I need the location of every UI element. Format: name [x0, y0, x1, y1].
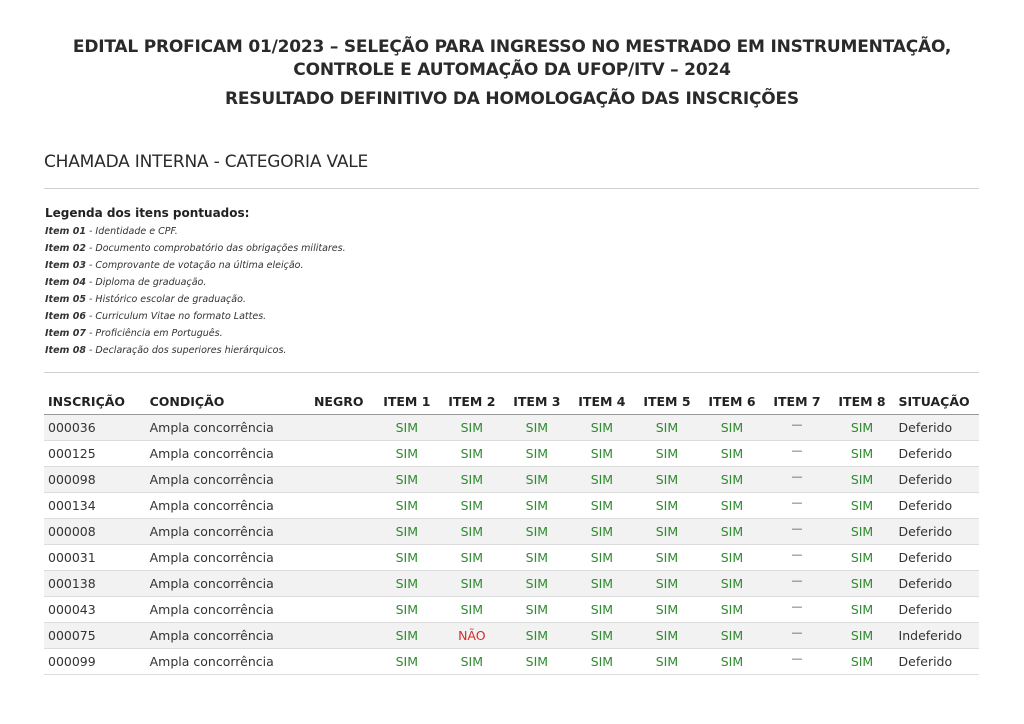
cell-item-value: SIM [720, 446, 744, 461]
cell-item [634, 597, 699, 623]
cell-item-value: SIM [590, 524, 614, 539]
cell-item [504, 649, 569, 675]
cell-item [764, 519, 829, 545]
cell-item [699, 597, 764, 623]
legend-item-text: - Declaração dos superiores hierárquicos. [85, 345, 287, 356]
cell-condicao: Ampla concorrência [146, 467, 304, 493]
cell-negro [303, 519, 374, 545]
cell-negro [303, 441, 374, 467]
legend-item-text: - Comprovante de votação na última eleição. [85, 260, 304, 271]
cell-item-value: SIM [590, 576, 614, 591]
table-row [44, 441, 979, 467]
column-header: NEGRO [303, 388, 374, 415]
document-subtitle: RESULTADO DEFINITIVO DA HOMOLOGAÇÃO DAS INSCRIÇÕES [225, 89, 799, 109]
cell-item-value: SIM [850, 498, 874, 513]
cell-item-value: SIM [395, 524, 418, 539]
cell-item [439, 623, 504, 649]
column-header: ITEM 1 [374, 388, 439, 415]
cell-item-value: SIM [590, 420, 614, 435]
cell-item [634, 545, 699, 571]
cell-item-dash: — [791, 418, 803, 431]
cell-item [374, 415, 439, 441]
cell-item-value: SIM [655, 524, 679, 539]
cell-item-value: SIM [655, 602, 679, 617]
cell-condicao: Ampla concorrência [146, 545, 304, 571]
cell-item [634, 571, 699, 597]
cell-item [439, 467, 504, 493]
cell-item [634, 519, 699, 545]
cell-inscricao: 000099 [44, 649, 146, 675]
cell-item-value: SIM [590, 472, 614, 487]
legend-item-key: Item 01 [45, 226, 86, 237]
cell-item-value: SIM [395, 654, 418, 669]
cell-negro [303, 649, 374, 675]
cell-item-value: SIM [655, 446, 679, 461]
cell-item-value: SIM [720, 550, 744, 565]
legend-title: Legenda dos itens pontuados: [45, 206, 250, 220]
cell-item-value: SIM [655, 550, 679, 565]
table-header-row [44, 388, 979, 415]
cell-item [569, 545, 634, 571]
cell-item [764, 597, 829, 623]
cell-item [830, 493, 895, 519]
table-row [44, 623, 979, 649]
cell-item [374, 571, 439, 597]
cell-item-value: SIM [525, 576, 549, 591]
cell-item-dash: — [791, 652, 803, 665]
cell-item [504, 597, 569, 623]
cell-item-value: SIM [460, 576, 484, 591]
cell-condicao: Ampla concorrência [146, 441, 304, 467]
cell-item [699, 545, 764, 571]
cell-item-dash: — [791, 470, 803, 483]
cell-item-value: SIM [850, 420, 874, 435]
column-header: ITEM 7 [764, 388, 829, 415]
cell-inscricao: 000098 [44, 467, 146, 493]
cell-item [569, 597, 634, 623]
cell-item [569, 415, 634, 441]
cell-item-dash: — [791, 626, 803, 639]
cell-item [634, 441, 699, 467]
cell-item [439, 571, 504, 597]
column-header: INSCRIÇÃO [44, 388, 146, 415]
cell-item [764, 493, 829, 519]
cell-item-value: SIM [655, 420, 679, 435]
cell-item-value: SIM [720, 420, 744, 435]
legend-item-text: - Curriculum Vitae no formato Lattes. [85, 311, 267, 322]
cell-condicao: Ampla concorrência [146, 597, 304, 623]
cell-item [764, 467, 829, 493]
table-body [44, 415, 979, 675]
legend-item-text: - Diploma de graduação. [85, 277, 207, 288]
table-row [44, 597, 979, 623]
table-row [44, 519, 979, 545]
cell-item [569, 649, 634, 675]
column-header: SITUAÇÃO [895, 388, 979, 415]
cell-item-value: SIM [655, 576, 679, 591]
cell-item-dash: — [791, 522, 803, 535]
cell-item-value: SIM [525, 420, 549, 435]
cell-negro [303, 623, 374, 649]
divider [44, 372, 979, 373]
cell-item [830, 571, 895, 597]
results-table [44, 388, 979, 675]
cell-item [504, 467, 569, 493]
legend-item-key: Item 06 [45, 311, 86, 322]
cell-situacao: Deferido [895, 441, 979, 467]
cell-item-value: SIM [525, 654, 549, 669]
cell-negro [303, 545, 374, 571]
cell-item-value: SIM [525, 472, 549, 487]
legend-item-text: - Identidade e CPF. [85, 226, 178, 237]
cell-condicao: Ampla concorrência [146, 415, 304, 441]
cell-item [569, 441, 634, 467]
cell-item-value: SIM [395, 602, 418, 617]
legend-item-key: Item 07 [45, 328, 86, 339]
cell-item-value: SIM [720, 524, 744, 539]
legend-item-key: Item 05 [45, 294, 86, 305]
cell-item [504, 415, 569, 441]
cell-item [830, 415, 895, 441]
cell-item [569, 467, 634, 493]
cell-item-dash: — [791, 574, 803, 587]
cell-item-value: SIM [395, 420, 418, 435]
cell-item-value: SIM [590, 602, 614, 617]
cell-item-value: SIM [655, 628, 679, 643]
cell-situacao: Indeferido [895, 623, 979, 649]
cell-item-dash: — [791, 444, 803, 457]
cell-item-value: SIM [460, 654, 484, 669]
legend-item [45, 223, 346, 240]
cell-item-dash: — [791, 496, 803, 509]
cell-item [569, 493, 634, 519]
column-header: ITEM 2 [439, 388, 504, 415]
cell-item [374, 545, 439, 571]
legend-item [45, 291, 346, 308]
cell-item [374, 649, 439, 675]
legend-item [45, 274, 346, 291]
cell-item [634, 493, 699, 519]
cell-inscricao: 000138 [44, 571, 146, 597]
cell-inscricao: 000036 [44, 415, 146, 441]
cell-situacao: Deferido [895, 571, 979, 597]
cell-item-value: SIM [460, 550, 484, 565]
cell-item-value: SIM [590, 654, 614, 669]
cell-item-value: SIM [590, 628, 614, 643]
section-title: CHAMADA INTERNA - CATEGORIA VALE [44, 152, 369, 172]
column-header: ITEM 8 [830, 388, 895, 415]
cell-item-value: SIM [525, 524, 549, 539]
cell-condicao: Ampla concorrência [146, 623, 304, 649]
cell-item [439, 415, 504, 441]
cell-item-value: SIM [850, 524, 874, 539]
cell-item [504, 545, 569, 571]
cell-item [699, 623, 764, 649]
table-row [44, 415, 979, 441]
cell-item [830, 441, 895, 467]
title-line-2: CONTROLE E AUTOMAÇÃO DA UFOP/ITV – 2024 [293, 60, 731, 80]
cell-inscricao: 000031 [44, 545, 146, 571]
cell-inscricao: 000134 [44, 493, 146, 519]
cell-item-value: SIM [460, 420, 484, 435]
cell-item [569, 519, 634, 545]
legend-item [45, 257, 346, 274]
cell-item-value: SIM [395, 498, 418, 513]
cell-item [830, 545, 895, 571]
legend-item [45, 342, 346, 359]
divider [44, 188, 979, 189]
cell-item-value: NÃO [458, 628, 486, 643]
cell-item [439, 545, 504, 571]
cell-situacao: Deferido [895, 649, 979, 675]
cell-item-value: SIM [460, 602, 484, 617]
cell-item-value: SIM [655, 472, 679, 487]
table-row [44, 649, 979, 675]
cell-item-value: SIM [525, 602, 549, 617]
table-row [44, 467, 979, 493]
cell-item-value: SIM [395, 446, 418, 461]
cell-condicao: Ampla concorrência [146, 649, 304, 675]
cell-condicao: Ampla concorrência [146, 493, 304, 519]
cell-item [569, 571, 634, 597]
cell-item-value: SIM [395, 550, 418, 565]
cell-item [764, 441, 829, 467]
cell-item-value: SIM [850, 446, 874, 461]
legend-item-text: - Histórico escolar de graduação. [85, 294, 246, 305]
cell-item [830, 467, 895, 493]
cell-item-value: SIM [525, 446, 549, 461]
cell-item-value: SIM [720, 498, 744, 513]
column-header: ITEM 3 [504, 388, 569, 415]
cell-item [504, 571, 569, 597]
cell-condicao: Ampla concorrência [146, 519, 304, 545]
cell-item-value: SIM [655, 654, 679, 669]
cell-item-dash: — [791, 600, 803, 613]
cell-item-value: SIM [590, 498, 614, 513]
cell-item [699, 467, 764, 493]
cell-item [699, 441, 764, 467]
cell-item [699, 415, 764, 441]
cell-item-value: SIM [590, 550, 614, 565]
cell-item [830, 649, 895, 675]
cell-item [699, 571, 764, 597]
legend-item-text: - Proficiência em Português. [85, 328, 223, 339]
cell-item [634, 467, 699, 493]
legend-item-key: Item 04 [45, 277, 86, 288]
cell-item [374, 493, 439, 519]
cell-item-value: SIM [525, 628, 549, 643]
table-row [44, 571, 979, 597]
cell-item [504, 493, 569, 519]
cell-item [699, 649, 764, 675]
cell-item [764, 545, 829, 571]
cell-condicao: Ampla concorrência [146, 571, 304, 597]
cell-inscricao: 000043 [44, 597, 146, 623]
column-header: ITEM 6 [699, 388, 764, 415]
legend-item-key: Item 08 [45, 345, 86, 356]
cell-item-value: SIM [720, 576, 744, 591]
cell-item-value: SIM [525, 550, 549, 565]
table-row [44, 493, 979, 519]
cell-item [374, 467, 439, 493]
cell-negro [303, 415, 374, 441]
cell-item [374, 623, 439, 649]
cell-item [439, 441, 504, 467]
title-line-1: EDITAL PROFICAM 01/2023 – SELEÇÃO PARA INGRESSO NO MESTRADO EM INSTRUMENTAÇÃO, [72, 37, 952, 57]
cell-item-value: SIM [720, 602, 744, 617]
cell-item-value: SIM [850, 602, 874, 617]
cell-item [699, 519, 764, 545]
cell-situacao: Deferido [895, 467, 979, 493]
cell-item [699, 493, 764, 519]
cell-item [764, 649, 829, 675]
cell-item [764, 415, 829, 441]
document-header [0, 0, 1024, 109]
cell-item [374, 597, 439, 623]
cell-item-value: SIM [590, 446, 614, 461]
cell-item [830, 519, 895, 545]
cell-item [830, 623, 895, 649]
cell-item-value: SIM [460, 524, 484, 539]
cell-item [634, 415, 699, 441]
cell-item-value: SIM [720, 654, 744, 669]
cell-item-value: SIM [850, 472, 874, 487]
legend-items [45, 223, 346, 359]
cell-item-value: SIM [850, 654, 874, 669]
cell-item-value: SIM [850, 628, 874, 643]
column-header: CONDIÇÃO [146, 388, 304, 415]
cell-item [830, 597, 895, 623]
legend-item-text: - Documento comprobatório das obrigações militares. [85, 243, 346, 254]
cell-item-value: SIM [655, 498, 679, 513]
legend-item-key: Item 02 [45, 243, 86, 254]
cell-situacao: Deferido [895, 415, 979, 441]
cell-inscricao: 000008 [44, 519, 146, 545]
cell-item-value: SIM [460, 472, 484, 487]
cell-inscricao: 000125 [44, 441, 146, 467]
cell-item [634, 649, 699, 675]
column-header: ITEM 4 [569, 388, 634, 415]
cell-item-value: SIM [720, 472, 744, 487]
cell-item-value: SIM [395, 576, 418, 591]
legend-item [45, 325, 346, 342]
cell-negro [303, 571, 374, 597]
column-header: ITEM 5 [634, 388, 699, 415]
cell-item-value: SIM [395, 472, 418, 487]
cell-situacao: Deferido [895, 493, 979, 519]
cell-negro [303, 467, 374, 493]
cell-item-value: SIM [460, 446, 484, 461]
cell-item-dash: — [791, 548, 803, 561]
cell-item [439, 493, 504, 519]
cell-negro [303, 493, 374, 519]
cell-item [504, 623, 569, 649]
cell-item-value: SIM [460, 498, 484, 513]
legend-item [45, 308, 346, 325]
cell-item-value: SIM [850, 550, 874, 565]
cell-item [374, 519, 439, 545]
cell-situacao: Deferido [895, 597, 979, 623]
cell-item [634, 623, 699, 649]
cell-item [439, 597, 504, 623]
cell-situacao: Deferido [895, 545, 979, 571]
cell-item-value: SIM [395, 628, 418, 643]
cell-item [374, 441, 439, 467]
cell-item [764, 623, 829, 649]
cell-item [439, 649, 504, 675]
cell-item [569, 623, 634, 649]
cell-item-value: SIM [720, 628, 744, 643]
cell-situacao: Deferido [895, 519, 979, 545]
legend [45, 206, 346, 359]
cell-item [439, 519, 504, 545]
legend-item-key: Item 03 [45, 260, 86, 271]
cell-negro [303, 597, 374, 623]
cell-inscricao: 000075 [44, 623, 146, 649]
cell-item-value: SIM [525, 498, 549, 513]
table-row [44, 545, 979, 571]
cell-item-value: SIM [850, 576, 874, 591]
cell-item [504, 519, 569, 545]
cell-item [764, 571, 829, 597]
legend-item [45, 240, 346, 257]
cell-item [504, 441, 569, 467]
